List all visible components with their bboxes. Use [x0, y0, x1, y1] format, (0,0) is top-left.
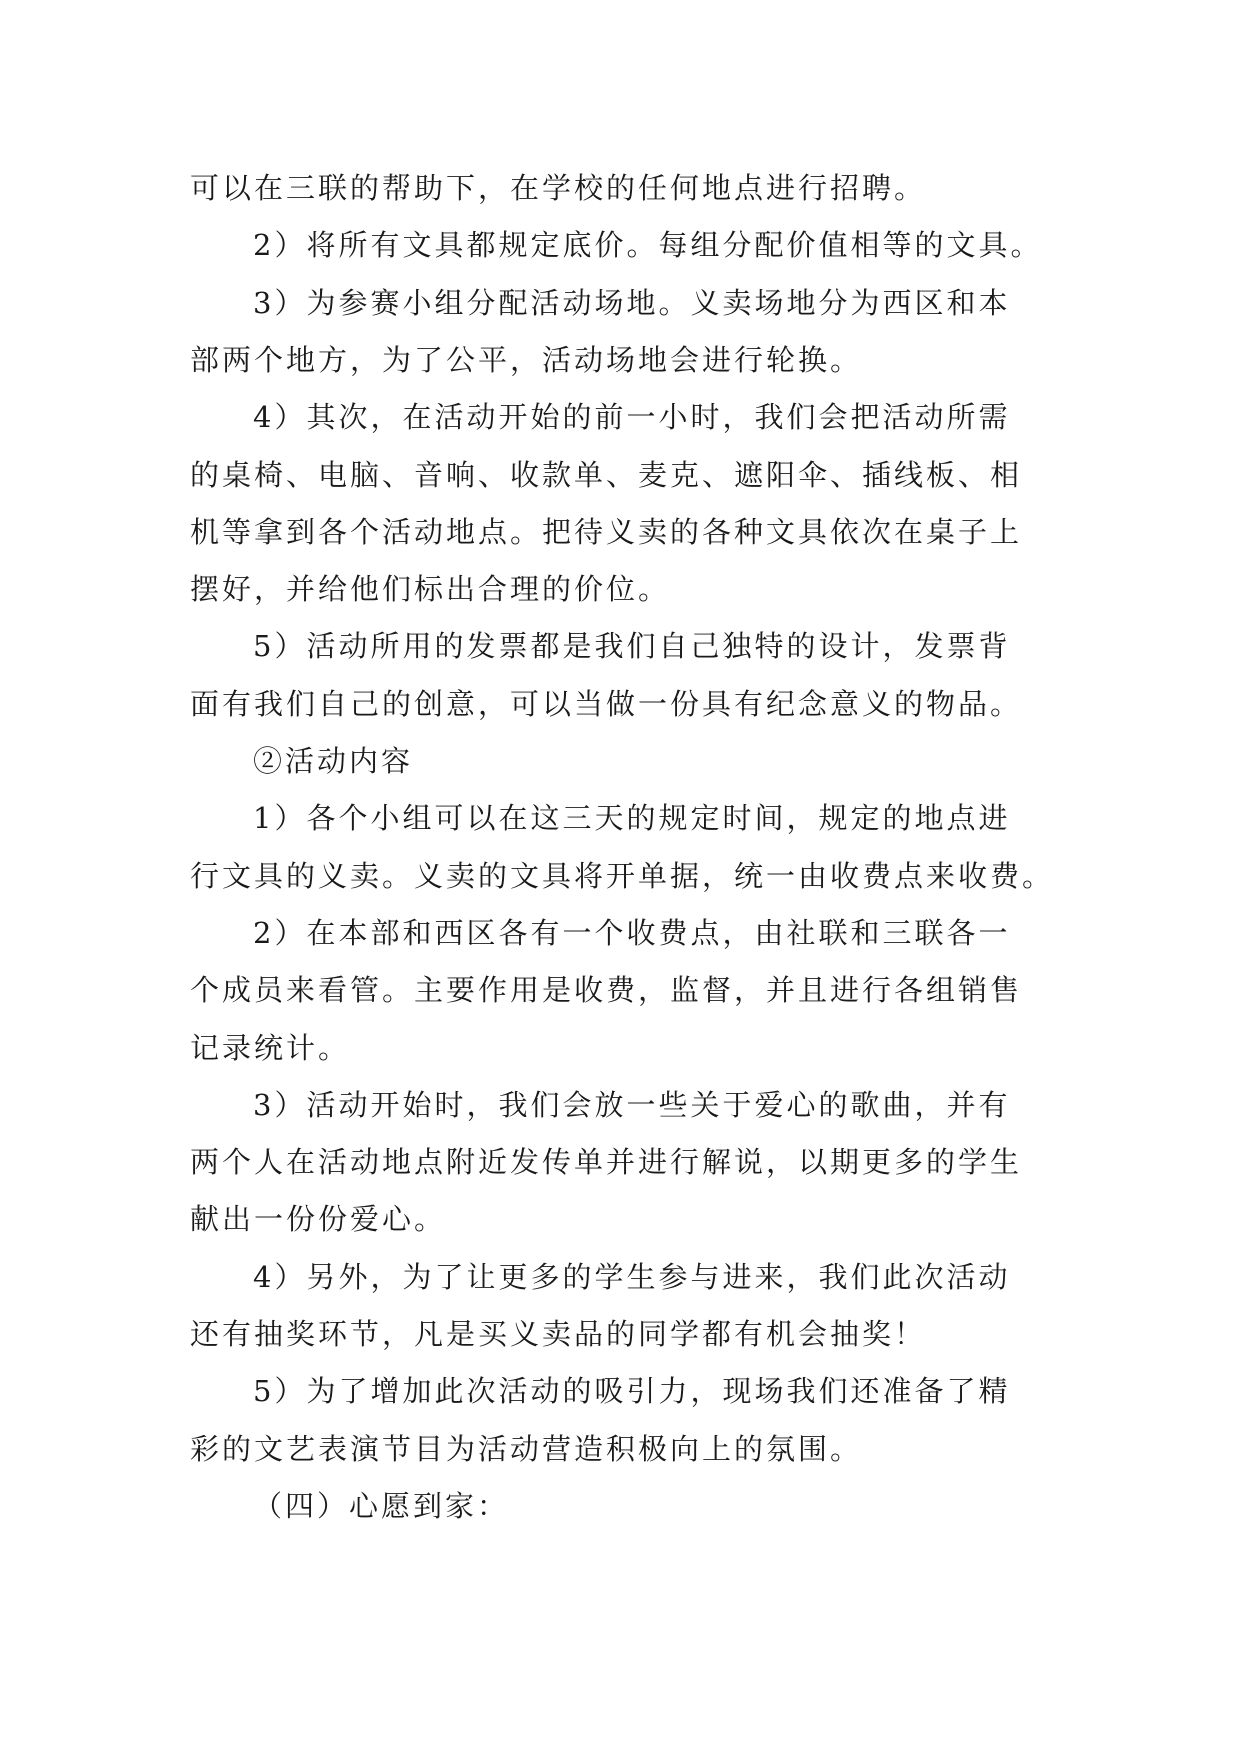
text-line: 个成员来看管。主要作用是收费，监督，并且进行各组销售 — [190, 973, 1023, 1007]
text-line: 4）另外，为了让更多的学生参与进来，我们此次活动 — [253, 1260, 1011, 1294]
text-line: 2）在本部和西区各有一个收费点，由社联和三联各一 — [253, 916, 1011, 950]
text-line: 机等拿到各个活动地点。把待义卖的各种文具依次在桌子上 — [190, 515, 1023, 549]
text-line: 2）将所有文具都规定底价。每组分配价值相等的文具。 — [253, 228, 1043, 262]
section-heading: ②活动内容 — [253, 744, 414, 778]
text-line: 献出一份份爱心。 — [190, 1202, 447, 1236]
text-line: 记录统计。 — [190, 1031, 351, 1065]
text-line: 3）活动开始时，我们会放一些关于爱心的歌曲，并有 — [253, 1088, 1011, 1122]
text-line: 4）其次，在活动开始的前一小时，我们会把活动所需 — [253, 400, 1011, 434]
text-line: 5）为了增加此次活动的吸引力，现场我们还准备了精 — [253, 1374, 1011, 1408]
text-line: 还有抽奖环节，凡是买义卖品的同学都有机会抽奖！ — [190, 1317, 927, 1351]
text-line: 面有我们自己的创意，可以当做一份具有纪念意义的物品。 — [190, 687, 1023, 721]
text-line: 1）各个小组可以在这三天的规定时间，规定的地点进 — [253, 801, 1011, 835]
text-line: 行文具的义卖。义卖的文具将开单据，统一由收费点来收费。 — [190, 859, 1055, 893]
text-line: 两个人在活动地点附近发传单并进行解说，以期更多的学生 — [190, 1145, 1023, 1179]
text-line: 的桌椅、电脑、音响、收款单、麦克、遮阳伞、插线板、相 — [190, 458, 1023, 492]
text-line: 5）活动所用的发票都是我们自己独特的设计，发票背 — [253, 629, 1011, 663]
text-line: 可以在三联的帮助下，在学校的任何地点进行招聘。 — [190, 171, 927, 205]
text-line: 摆好，并给他们标出合理的价位。 — [190, 572, 671, 606]
text-line: 3）为参赛小组分配活动场地。义卖场地分为西区和本 — [253, 286, 1011, 320]
text-line: 部两个地方，为了公平，活动场地会进行轮换。 — [190, 343, 863, 377]
section-heading: （四）心愿到家： — [253, 1489, 510, 1523]
text-line: 彩的文艺表演节目为活动营造积极向上的氛围。 — [190, 1432, 863, 1466]
